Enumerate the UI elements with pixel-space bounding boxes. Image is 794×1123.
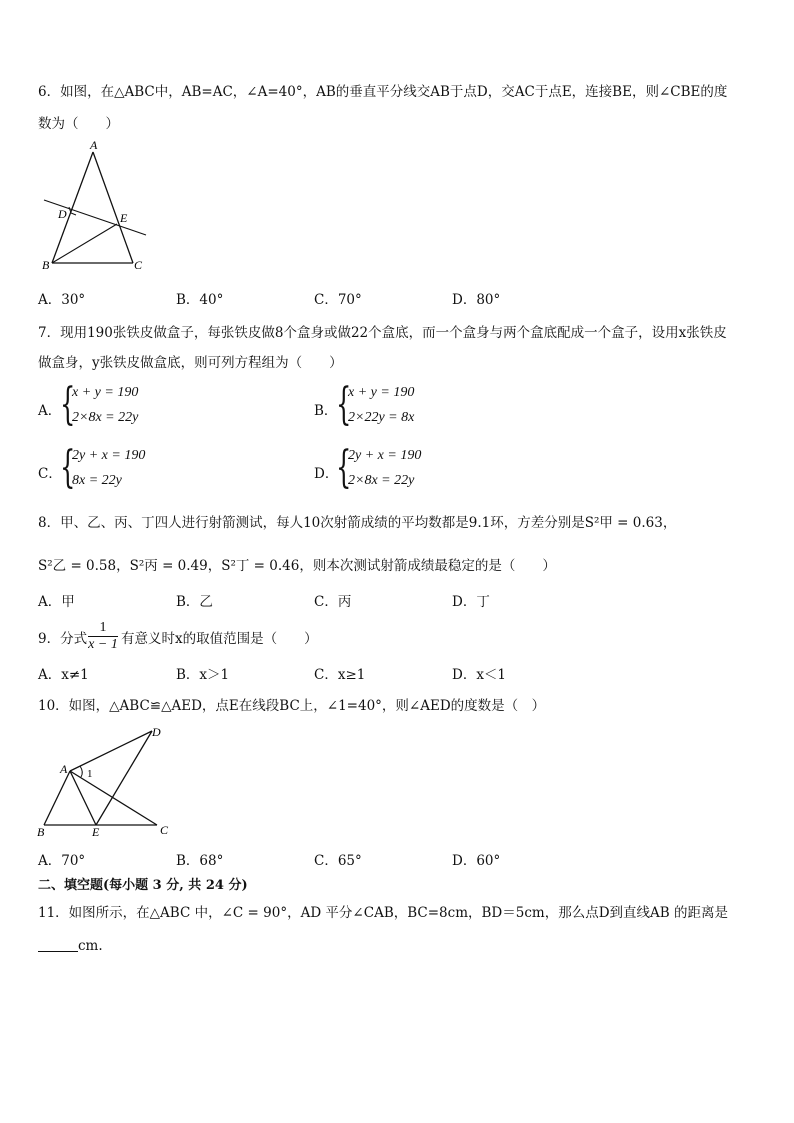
q7-option-c-eq1: 2y + x = 190 [72, 448, 146, 463]
q7-option-d-eq2: 2×8x = 22y [348, 473, 415, 488]
q6-option-a: A．30° [38, 292, 86, 308]
q9-fraction [88, 620, 118, 653]
q9-numerator: 1 [99, 620, 107, 635]
q6-label-C: C [134, 258, 143, 272]
q9-denominator: x − 1 [88, 637, 118, 652]
q6-stem-line2: 数为（ ） [38, 116, 119, 132]
q11-unit: cm. [78, 938, 103, 954]
q9-stem-suffix: 有意义时x的取值范围是（ ） [121, 631, 318, 647]
q7-option-d-brace: { [336, 442, 352, 493]
q10-option-b: B．68° [176, 853, 224, 869]
q8-option-a: A．甲 [38, 594, 75, 610]
q7-option-d-label: D． [314, 466, 339, 482]
q8-option-d: D．丁 [452, 594, 490, 610]
q8-option-b: B．乙 [176, 594, 213, 610]
q6-label-B: B [42, 258, 50, 272]
q7-option-a [38, 379, 298, 433]
q7-option-a-eq2: 2×8x = 22y [72, 410, 139, 425]
q9-option-c: C．x≥1 [314, 667, 366, 683]
q7-option-b [314, 379, 574, 433]
q10-label-B: B [37, 825, 45, 838]
q7-option-a-eq1: x + y = 190 [72, 385, 139, 400]
q10-option-c: C．65° [314, 853, 362, 869]
q7-option-d-eq1: 2y + x = 190 [348, 448, 422, 463]
q6-option-b: B．40° [176, 292, 224, 308]
q10-label-D: D [152, 725, 161, 739]
q9-option-b: B．x＞1 [176, 667, 230, 683]
q10-label-E: E [92, 825, 100, 838]
q10-stem-line1: 10．如图，△ABC≌△AED，点E在线段BC上，∠1=40°，则∠AED的度数是（ ） [38, 698, 546, 714]
q9-stem-prefix: 9．分式 [38, 631, 88, 647]
q7-option-b-label: B． [314, 403, 338, 419]
q7-option-d [314, 442, 574, 496]
q10-label-A: A [60, 762, 68, 776]
q6-label-E: E [120, 211, 128, 225]
q7-option-a-label: A． [38, 403, 62, 419]
q6-label-D: D [58, 207, 67, 221]
q9-option-d: D．x＜1 [452, 667, 507, 683]
q7-option-c [38, 442, 298, 496]
q11-answer-blank [38, 939, 78, 952]
section-2-title: 二、填空题(每小题 3 分, 共 24 分) [38, 878, 248, 893]
q6-option-c: C．70° [314, 292, 362, 308]
q11-stem-line2 [38, 937, 103, 955]
q7-option-c-eq2: 8x = 22y [72, 473, 122, 488]
q6-option-d: D．80° [452, 292, 501, 308]
q7-option-b-eq2: 2×22y = 8x [348, 410, 415, 425]
q7-option-c-label: C． [38, 466, 62, 482]
q7-option-a-brace: { [60, 379, 76, 430]
q7-stem-line2: 做盒身，y张铁皮做盒底，则可列方程组为（ ） [38, 355, 343, 371]
q10-option-a: A．70° [38, 853, 86, 869]
q9-option-a: A．x≠1 [38, 667, 89, 683]
q11-stem-line1: 11．如图所示，在△ABC 中，∠C = 90°，AD 平分∠CAB，BC=8cm，BD＝5cm，那么点D到直线AB 的距离是 [38, 905, 728, 921]
q8-option-c: C．丙 [314, 594, 352, 610]
q6-label-A: A [90, 138, 98, 152]
q7-option-b-brace: { [336, 379, 352, 430]
q6-triangle-diagram [36, 138, 156, 273]
q7-stem-line1: 7．现用190张铁皮做盒子，每张铁皮做8个盒身或做22个盒底，而一个盒身与两个盒底配成一个盒子，设用x张铁皮 [38, 325, 727, 341]
q10-label-1: 1 [87, 768, 93, 780]
q7-option-c-brace: { [60, 442, 76, 493]
q10-label-C: C [160, 823, 169, 837]
q10-congruent-triangles-diagram [36, 723, 176, 838]
q6-stem-line1: 6．如图，在△ABC中，AB=AC，∠A=40°，AB的垂直平分线交AB于点D，交AC于点E，连接BE，则∠CBE的度 [38, 84, 728, 100]
q8-stem-line2: S²乙 = 0.58，S²丙 = 0.49，S²丁 = 0.46，则本次测试射箭成绩最稳定的是（ ） [38, 558, 556, 574]
q7-option-b-eq1: x + y = 190 [348, 385, 415, 400]
q10-option-d: D．60° [452, 853, 501, 869]
q8-stem-line1: 8．甲、乙、丙、丁四人进行射箭测试，每人10次射箭成绩的平均数都是9.1环，方差分别是S²甲 = 0.63， [38, 515, 677, 531]
